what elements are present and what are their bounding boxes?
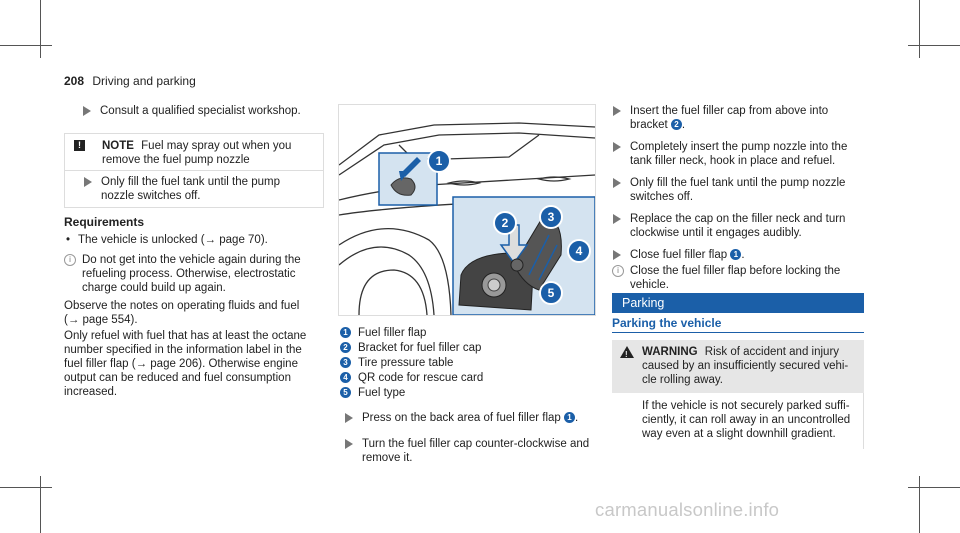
step-arrow-icon: [613, 250, 621, 260]
page-number: 208: [64, 74, 85, 88]
note-box: [64, 133, 324, 208]
crop-mark: [40, 0, 41, 58]
requirement-item: • The vehicle is unlocked (→ page 70).: [64, 233, 324, 247]
warning-triangle-icon: !: [620, 346, 634, 358]
subsection-title: Parking the vehicle: [612, 316, 864, 333]
figure-legend: [340, 326, 596, 465]
fuel-filler-figure: [338, 104, 596, 316]
step-turn: Turn the fuel filler cap counter-clockwise and remove it.: [344, 437, 596, 465]
step-close-flap: Close fuel filler flap 1 .: [612, 248, 864, 262]
note-text: Fuel may spray out when you: [141, 140, 292, 152]
tip-block: i Close the fuel filler flap before locking the vehicle.: [612, 264, 864, 292]
section-name: Driving and parking: [92, 74, 196, 88]
watermark: carmanualsonline.info: [595, 499, 780, 520]
paragraph-octane: Only refuel with fuel that has at least the octane number specified in the information label in the fuel filler flap (→ page 206). Otherwise engine output can be reduced and fuel consumption increased.: [64, 330, 307, 398]
crop-mark: [40, 476, 41, 533]
step-replace-cap: Replace the cap on the filler neck and turn clockwise until it engages audibly.: [612, 212, 864, 240]
step-arrow-icon: [84, 177, 92, 187]
callout-1: 1: [427, 149, 451, 173]
info-icon: i: [64, 254, 76, 266]
step-consult: Consult a qualified specialist workshop.: [82, 104, 322, 118]
step-only-fill: Only fill the fuel tank until the pump nozzle switches off.: [612, 176, 864, 204]
column-right: [612, 104, 864, 292]
step-arrow-icon: [613, 214, 621, 224]
crop-mark: [0, 45, 52, 46]
legend-item: 5 Fuel type: [340, 386, 596, 401]
crop-mark: [908, 45, 960, 46]
legend-item: 4 QR code for rescue card: [340, 371, 596, 386]
info-icon: i: [612, 265, 624, 277]
legend-item: 3 Tire pressure table: [340, 356, 596, 371]
note-text: remove the fuel pump nozzle: [102, 154, 250, 166]
callout-2: 2: [493, 211, 517, 235]
legend-item: 1 Fuel filler flap: [340, 326, 596, 341]
crop-mark: [908, 487, 960, 488]
step-arrow-icon: [345, 439, 353, 449]
step-arrow-icon: [83, 106, 91, 116]
section-title-bar: Parking: [612, 293, 864, 313]
step-arrow-icon: [613, 106, 621, 116]
page-header: [64, 74, 196, 88]
tip-block: i Do not get into the vehicle again during the refueling process. Otherwise, electrostatic charge could build up again.: [64, 253, 324, 295]
step-fill: Only fill the fuel tank until the pump nozzle switches off.: [83, 175, 331, 203]
warning-label: WARNING: [642, 346, 698, 358]
crop-mark: [919, 0, 920, 58]
requirements-block: [64, 215, 324, 399]
requirements-title: Requirements: [64, 215, 145, 229]
callout-4: 4: [567, 239, 591, 263]
column-left: [64, 104, 322, 118]
legend-item: 2 Bracket for fuel filler cap: [340, 341, 596, 356]
step-arrow-icon: [345, 413, 353, 423]
step-arrow-icon: [613, 142, 621, 152]
paragraph-fluids: Observe the notes on operating fluids and fuel (→ page 554).: [64, 300, 300, 326]
warning-box: ! WARNING Risk of accident and injury caused by an insufficiently secured vehi- cle rolling away. If the vehicle is not securely parked suffi- ciently, it can roll away in an uncontrolled way even at a slight downhill gradient.: [612, 340, 864, 438]
step-arrow-icon: [613, 178, 621, 188]
note-label: NOTE: [102, 140, 134, 152]
note-exclamation-icon: !: [74, 140, 85, 151]
crop-mark: [0, 487, 52, 488]
step-insert-cap: Insert the fuel filler cap from above into bracket 2 .: [612, 104, 864, 132]
step-press: Press on the back area of fuel filler flap 1 .: [344, 411, 596, 425]
crop-mark: [919, 476, 920, 533]
callout-3: 3: [539, 205, 563, 229]
step-insert-nozzle: Completely insert the pump nozzle into the tank filler neck, hook in place and refuel.: [612, 140, 864, 168]
callout-5: 5: [539, 281, 563, 305]
